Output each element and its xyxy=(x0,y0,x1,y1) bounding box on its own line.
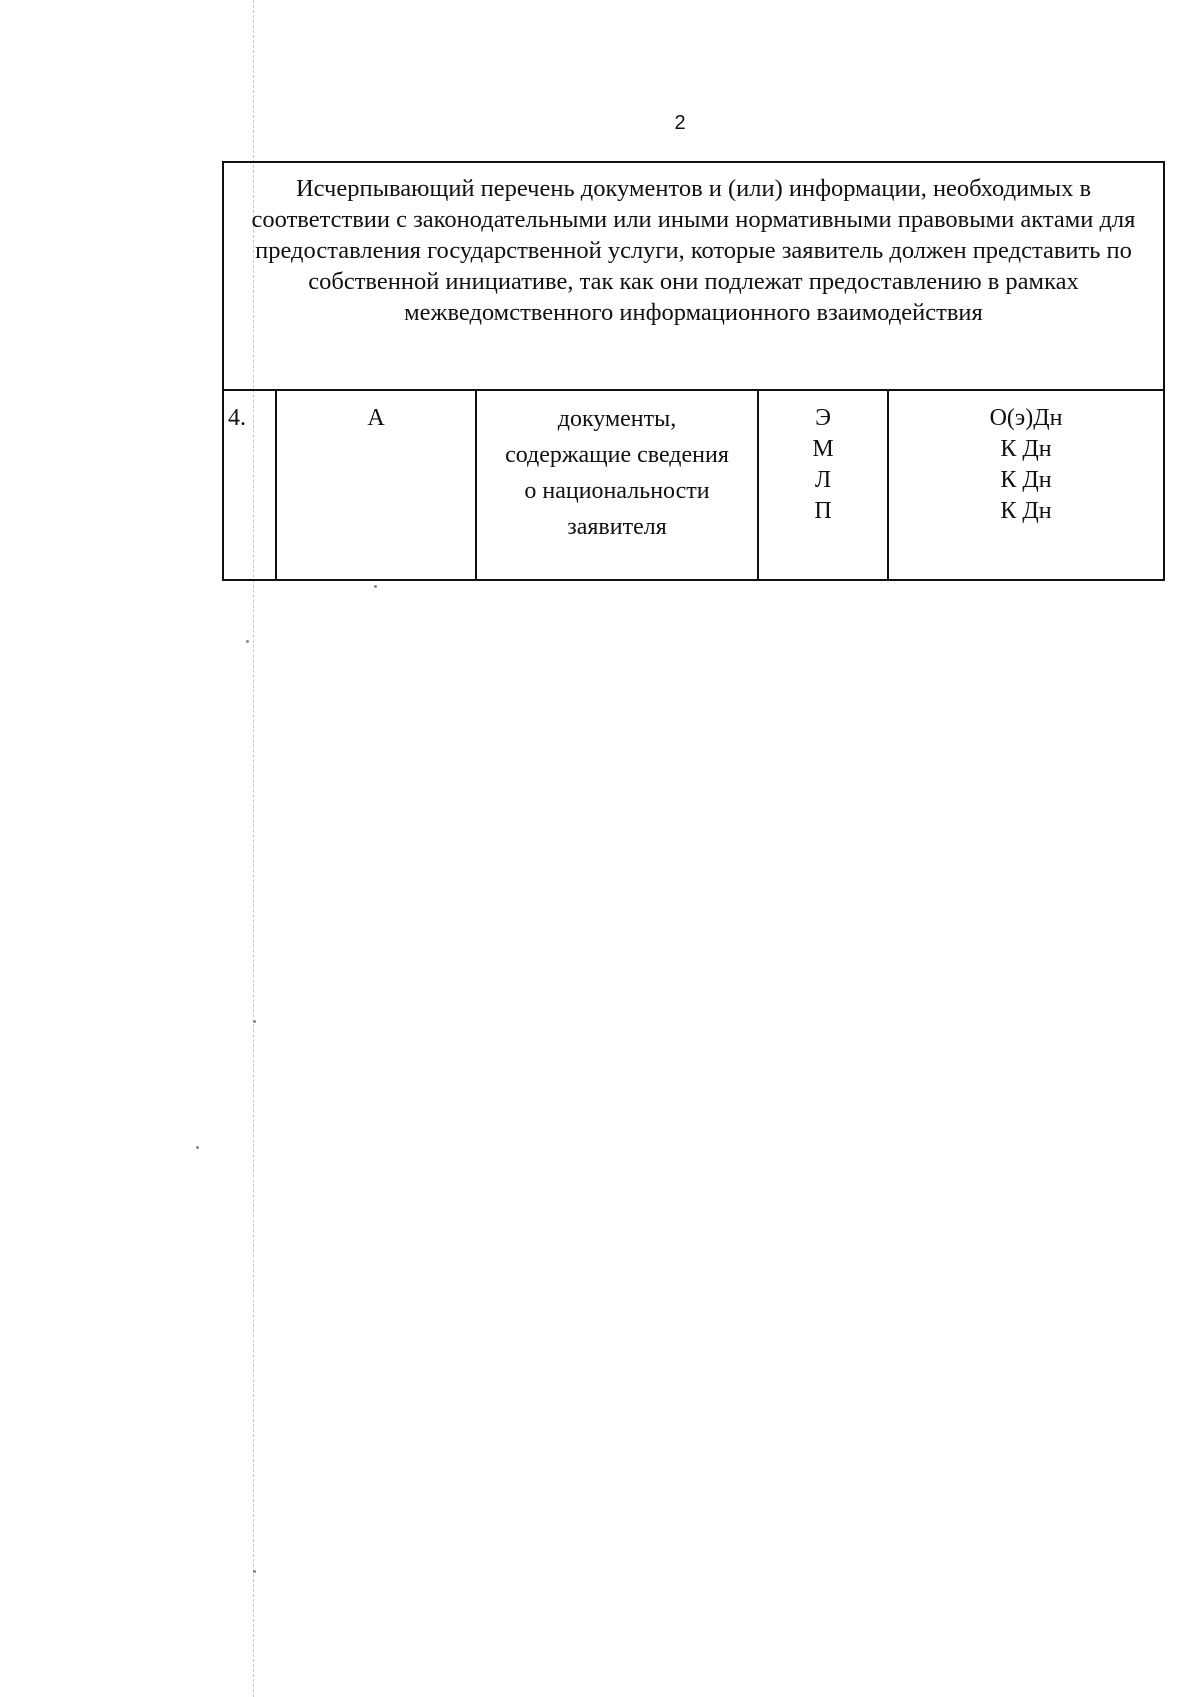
form-line: К Дн xyxy=(1000,467,1052,493)
form-line: К Дн xyxy=(1000,436,1052,462)
row-number: 4. xyxy=(228,405,246,431)
description-line: заявителя xyxy=(567,514,667,540)
table-header-row xyxy=(223,162,1164,390)
scan-speck xyxy=(253,1020,256,1023)
row-forms-cell xyxy=(888,390,1164,580)
table-header-cell xyxy=(223,162,1164,390)
description-line: содержащие сведения xyxy=(505,442,729,468)
page-number: 2 xyxy=(674,112,686,134)
description-line: о национальности xyxy=(524,478,710,504)
code-line: Э xyxy=(815,405,831,431)
description-line: документы, xyxy=(557,406,677,432)
scan-speck xyxy=(246,640,249,643)
row-category: А xyxy=(367,405,385,431)
row-number-cell xyxy=(223,390,276,580)
row-description-cell xyxy=(476,390,758,580)
code-line: М xyxy=(812,436,834,462)
form-line: О(э)Дн xyxy=(989,405,1063,431)
code-line: Л xyxy=(814,467,832,493)
scan-speck xyxy=(196,1146,199,1149)
scan-speck xyxy=(374,585,377,588)
form-line: К Дн xyxy=(1000,498,1052,524)
table-row xyxy=(223,390,1164,580)
scan-speck xyxy=(253,1570,256,1573)
code-line: П xyxy=(814,498,832,524)
table-header-text: Исчерпывающий перечень документов и (или) информации, необходимых в соответствии с законодательными или иными нормативными правовыми актами для предоставления государственной услуги, которые заявитель должен представить по собственной инициативе, так как они подлежат предоставлению в рамках межведомственного информационного взаимодействия xyxy=(251,175,1136,326)
documents-table xyxy=(222,161,1165,581)
row-category-cell xyxy=(276,390,476,580)
row-codes-cell xyxy=(758,390,888,580)
